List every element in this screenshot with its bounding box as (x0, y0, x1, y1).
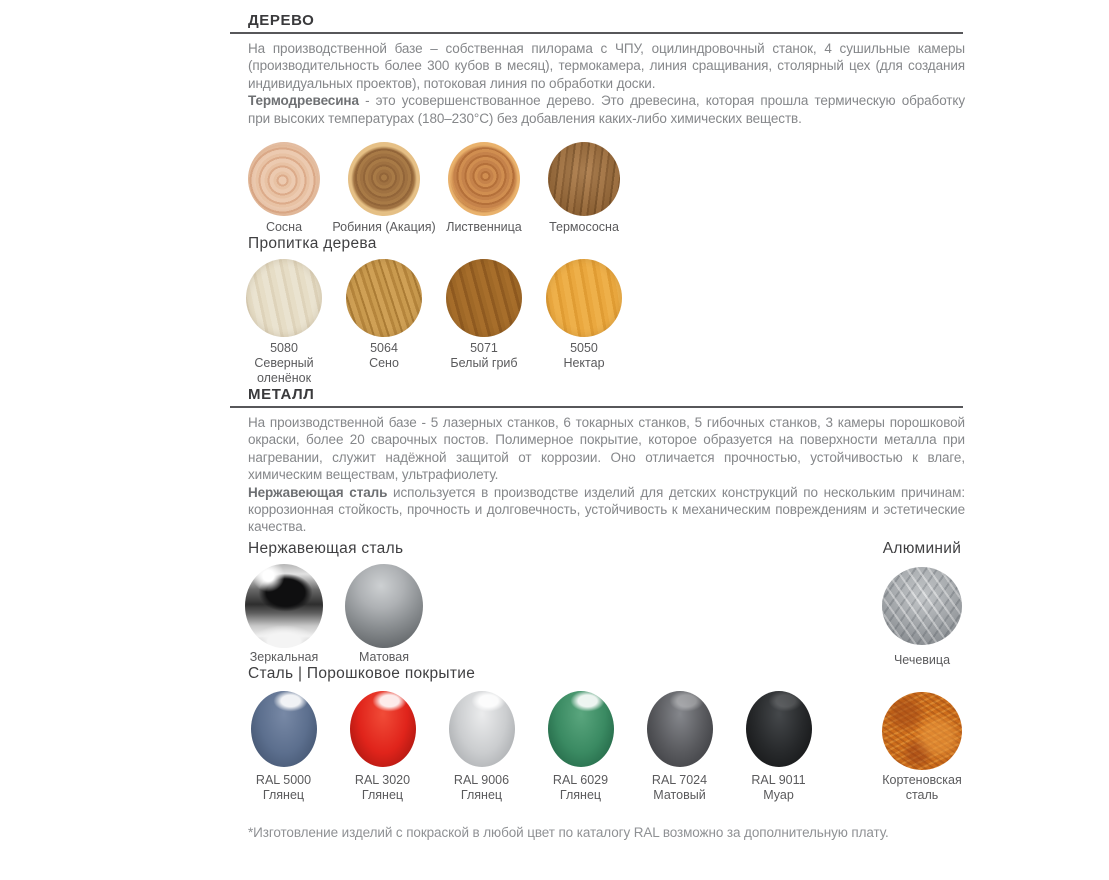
aluminum-lentil (872, 567, 972, 668)
powder-label (355, 773, 410, 803)
impregnation-label (563, 341, 604, 371)
ral-finish: Глянец (361, 787, 404, 802)
powder-label (553, 773, 608, 803)
ral-code: RAL 9011 (751, 772, 806, 787)
powder-label (454, 773, 509, 803)
impregnation-name: Сено (369, 356, 399, 371)
powder-ral-3020 (333, 691, 432, 803)
metal-section-title: МЕТАЛЛ (248, 386, 315, 404)
ral-code: RAL 7024 (651, 772, 708, 787)
thermowood-lead: Термодревесина (248, 93, 359, 109)
wood-type-label: Сосна (265, 220, 303, 235)
impregnation-code: 5064 (370, 341, 398, 356)
powder-label (256, 773, 311, 803)
stainless-paragraph (248, 484, 965, 536)
powder-ral-5000 (234, 691, 333, 803)
wood-type-label: Робиния (Акация) (332, 220, 436, 235)
impregnation-code: 5050 (570, 341, 598, 356)
ral-finish: Глянец (262, 787, 305, 802)
ral-5000-ball-image (251, 691, 317, 767)
wood-type-thermopine (534, 142, 634, 235)
impregnation-label (369, 341, 399, 371)
powder-label (751, 773, 805, 803)
powder-ral-7024 (630, 691, 729, 803)
stainless-type-label: Матовая (359, 649, 409, 664)
ral-6029-ball-image (548, 691, 614, 767)
wood-title-divider (230, 32, 963, 34)
impregnation-code: 5080 (270, 341, 298, 356)
impregnation-5064-image (346, 259, 422, 337)
stainless-rest: используется в производстве изделий для детских конструкций по нескольким причинам: коррозионная стойкость, прочность и долговечность, устойчивость к механическим повреждениям и эстетические качества. (248, 484, 965, 535)
impregnation-title: Пропитка дерева (248, 235, 377, 253)
ral-7024-ball-image (647, 691, 713, 767)
matte-steel-ball-image (345, 564, 423, 648)
ral-finish: Глянец (460, 787, 503, 802)
ral-code: RAL 3020 (354, 772, 411, 787)
metal-title-divider (230, 406, 963, 408)
thermowood-rest: - это усовершенствованное дерево. Это древесина, которая прошла термическую обработку при высоких температурах (180–230°С) без добавления каких-либо химических веществ. (248, 93, 965, 126)
stainless-matte (334, 564, 434, 665)
impregnation-name: Нектар (563, 356, 605, 371)
wood-type-label: Лиственница (446, 220, 522, 235)
impregnation-5050-image (546, 259, 622, 337)
impregnation-swatch-5050 (534, 259, 634, 386)
ral-finish: Глянец (559, 787, 602, 802)
ral-footnote: *Изготовление изделий с покраской в любой цвет по каталогу RAL возможно за дополнительную плату. (248, 824, 889, 840)
impregnation-code: 5071 (470, 341, 498, 356)
corten-label: Кортеновская сталь (882, 772, 962, 802)
stainless-steel-title: Нержавеющая сталь (248, 539, 404, 557)
impregnation-5080-image (246, 259, 322, 337)
ral-code: RAL 5000 (255, 772, 312, 787)
steel-subheadings-row (230, 540, 965, 558)
thermowood-paragraph (248, 92, 965, 127)
powder-label (652, 773, 707, 803)
impregnation-swatch-5064 (334, 259, 434, 386)
impregnation-swatch-5071 (434, 259, 534, 386)
metal-paragraph (248, 414, 965, 484)
wood-type-robinia (334, 142, 434, 235)
impregnation-label (238, 341, 330, 386)
powder-coating-row (230, 691, 965, 803)
impregnation-swatch-5080 (234, 259, 334, 386)
stainless-lead: Нержавеющая сталь (248, 484, 388, 500)
powder-ral-6029 (531, 691, 630, 803)
pine-cross-section-image (248, 142, 320, 216)
corten-steel (872, 692, 972, 803)
wood-section-title: ДЕРЕВО (248, 12, 315, 29)
ral-finish: Муар (763, 787, 794, 802)
content-column (230, 12, 965, 840)
corten-steel-image (882, 692, 962, 770)
powder-coating-title: Сталь | Порошковое покрытие (248, 664, 476, 682)
wood-paragraph-text: На производственной базе – собственная пилорама с ЧПУ, оцилиндровочный станок, 4 сушильные камеры (производительность более 300 кубов в месяц), термокамера, линия сращивания, столярный цех (для создания индивидуальных проектов), потоковая линия по обработки доски. (248, 41, 965, 91)
stainless-type-label: Зеркальная (249, 649, 319, 664)
wood-description (248, 40, 965, 127)
wood-paragraph (248, 40, 965, 92)
ral-code: RAL 9006 (453, 772, 510, 787)
thermopine-texture-image (548, 142, 620, 216)
wood-types-row (230, 142, 965, 235)
ral-finish: Матовый (653, 787, 706, 802)
stainless-steel-row (230, 564, 965, 665)
mirror-steel-ball-image (245, 564, 323, 648)
larch-cross-section-image (448, 142, 520, 216)
ral-9011-ball-image (746, 691, 812, 767)
powder-ral-9011 (729, 691, 828, 803)
wood-type-larch (434, 142, 534, 235)
ral-9006-ball-image (449, 691, 515, 767)
impregnation-name: Белый гриб (450, 356, 518, 371)
metal-paragraph-text: На производственной базе - 5 лазерных станков, 6 токарных станков, 5 гибочных станков, 3 камеры порошковой окраски, более 20 сварочных постов. Полимерное покрытие, которое образуется на поверхности металла при нагревании, служит надёжной защитой от коррозии. Оно отличается прочностью, устойчивостью к влаге, химическим веществам, ультрафиолету. (248, 415, 965, 483)
powder-ral-9006 (432, 691, 531, 803)
impregnation-label (450, 341, 517, 371)
ral-3020-ball-image (350, 691, 416, 767)
wood-type-label: Термососна (549, 220, 619, 235)
ral-code: RAL 6029 (552, 772, 609, 787)
wood-type-pine (234, 142, 334, 235)
stainless-mirror (234, 564, 334, 665)
robinia-cross-section-image (348, 142, 420, 216)
impregnation-5071-image (446, 259, 522, 337)
impregnation-name: Северный оленёнок (254, 356, 314, 386)
aluminum-title: Алюминий (882, 539, 962, 557)
metal-description (248, 414, 965, 536)
aluminum-type-label: Чечевица (893, 652, 951, 667)
aluminum-checker-plate-image (882, 567, 962, 645)
impregnation-row (230, 259, 965, 386)
